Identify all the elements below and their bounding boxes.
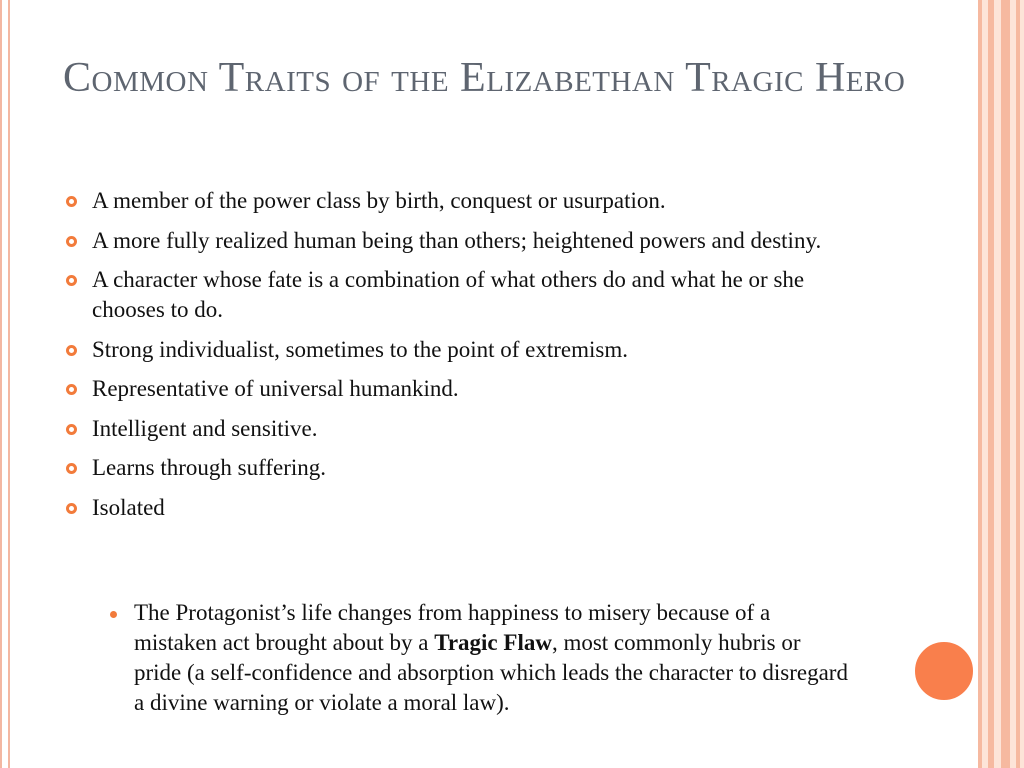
orange-ring-bullet-icon: [66, 424, 77, 435]
bullet-text: A member of the power class by birth, conquest or usurpation.: [92, 188, 666, 213]
right-stripe: [988, 0, 994, 768]
orange-circle-icon: [913, 640, 975, 702]
bullet-item: [65, 226, 855, 256]
right-stripe: [1001, 0, 1010, 768]
left-frame-line-inner: [8, 0, 10, 768]
bullet-text: A more fully realized human being than others; heightened powers and destiny.: [92, 227, 822, 253]
orange-ring-bullet-icon: [66, 463, 77, 474]
sub-bullet-list: [108, 598, 848, 718]
slide-title: Common Traits of the Elizabethan Tragic Hero: [63, 55, 906, 101]
sub-bullet-text-after: , most commonly hubris or pride (a self-confidence and absorption which leads the character to disregard a divine warning or violate a moral law).: [134, 630, 848, 715]
orange-ring-bullet-icon: [66, 384, 77, 395]
orange-ring-bullet-icon: [66, 503, 77, 514]
bullet-text: Intelligent and sensitive.: [92, 415, 318, 441]
bullet-text: A character whose fate is a combination of what others do and what he or she chooses to do.: [92, 267, 805, 322]
left-frame-line: [0, 0, 2, 768]
bullet-item: [65, 374, 855, 404]
bullet-text: Representative of universal humankind.: [92, 376, 459, 401]
orange-dot-bullet-icon: [110, 611, 117, 618]
bullet-item: [65, 335, 855, 365]
orange-ring-bullet-icon: [66, 236, 77, 247]
bullet-item: [65, 493, 855, 523]
bullet-text: Isolated: [92, 494, 165, 520]
orange-ring-bullet-icon: [66, 196, 77, 207]
sub-bullet-text-before: The Protagonist’s life changes from happiness to misery because of a mistaken act brought about by a: [134, 600, 771, 655]
bullet-text: Strong individualist, sometimes to the point of extremism.: [92, 336, 628, 362]
tragic-flaw-term: Tragic Flaw: [434, 630, 552, 655]
right-stripe: [978, 0, 982, 768]
bullet-text: Learns through suffering.: [92, 455, 326, 480]
sub-bullet-item: [108, 598, 848, 718]
bullet-item: [65, 186, 855, 216]
orange-ring-bullet-icon: [66, 275, 77, 286]
bullet-item: [65, 414, 855, 444]
bullet-item: [65, 453, 855, 483]
bullet-list: [65, 186, 855, 532]
orange-ring-bullet-icon: [66, 345, 77, 356]
right-stripe: [1016, 0, 1020, 768]
bullet-item: [65, 265, 855, 325]
